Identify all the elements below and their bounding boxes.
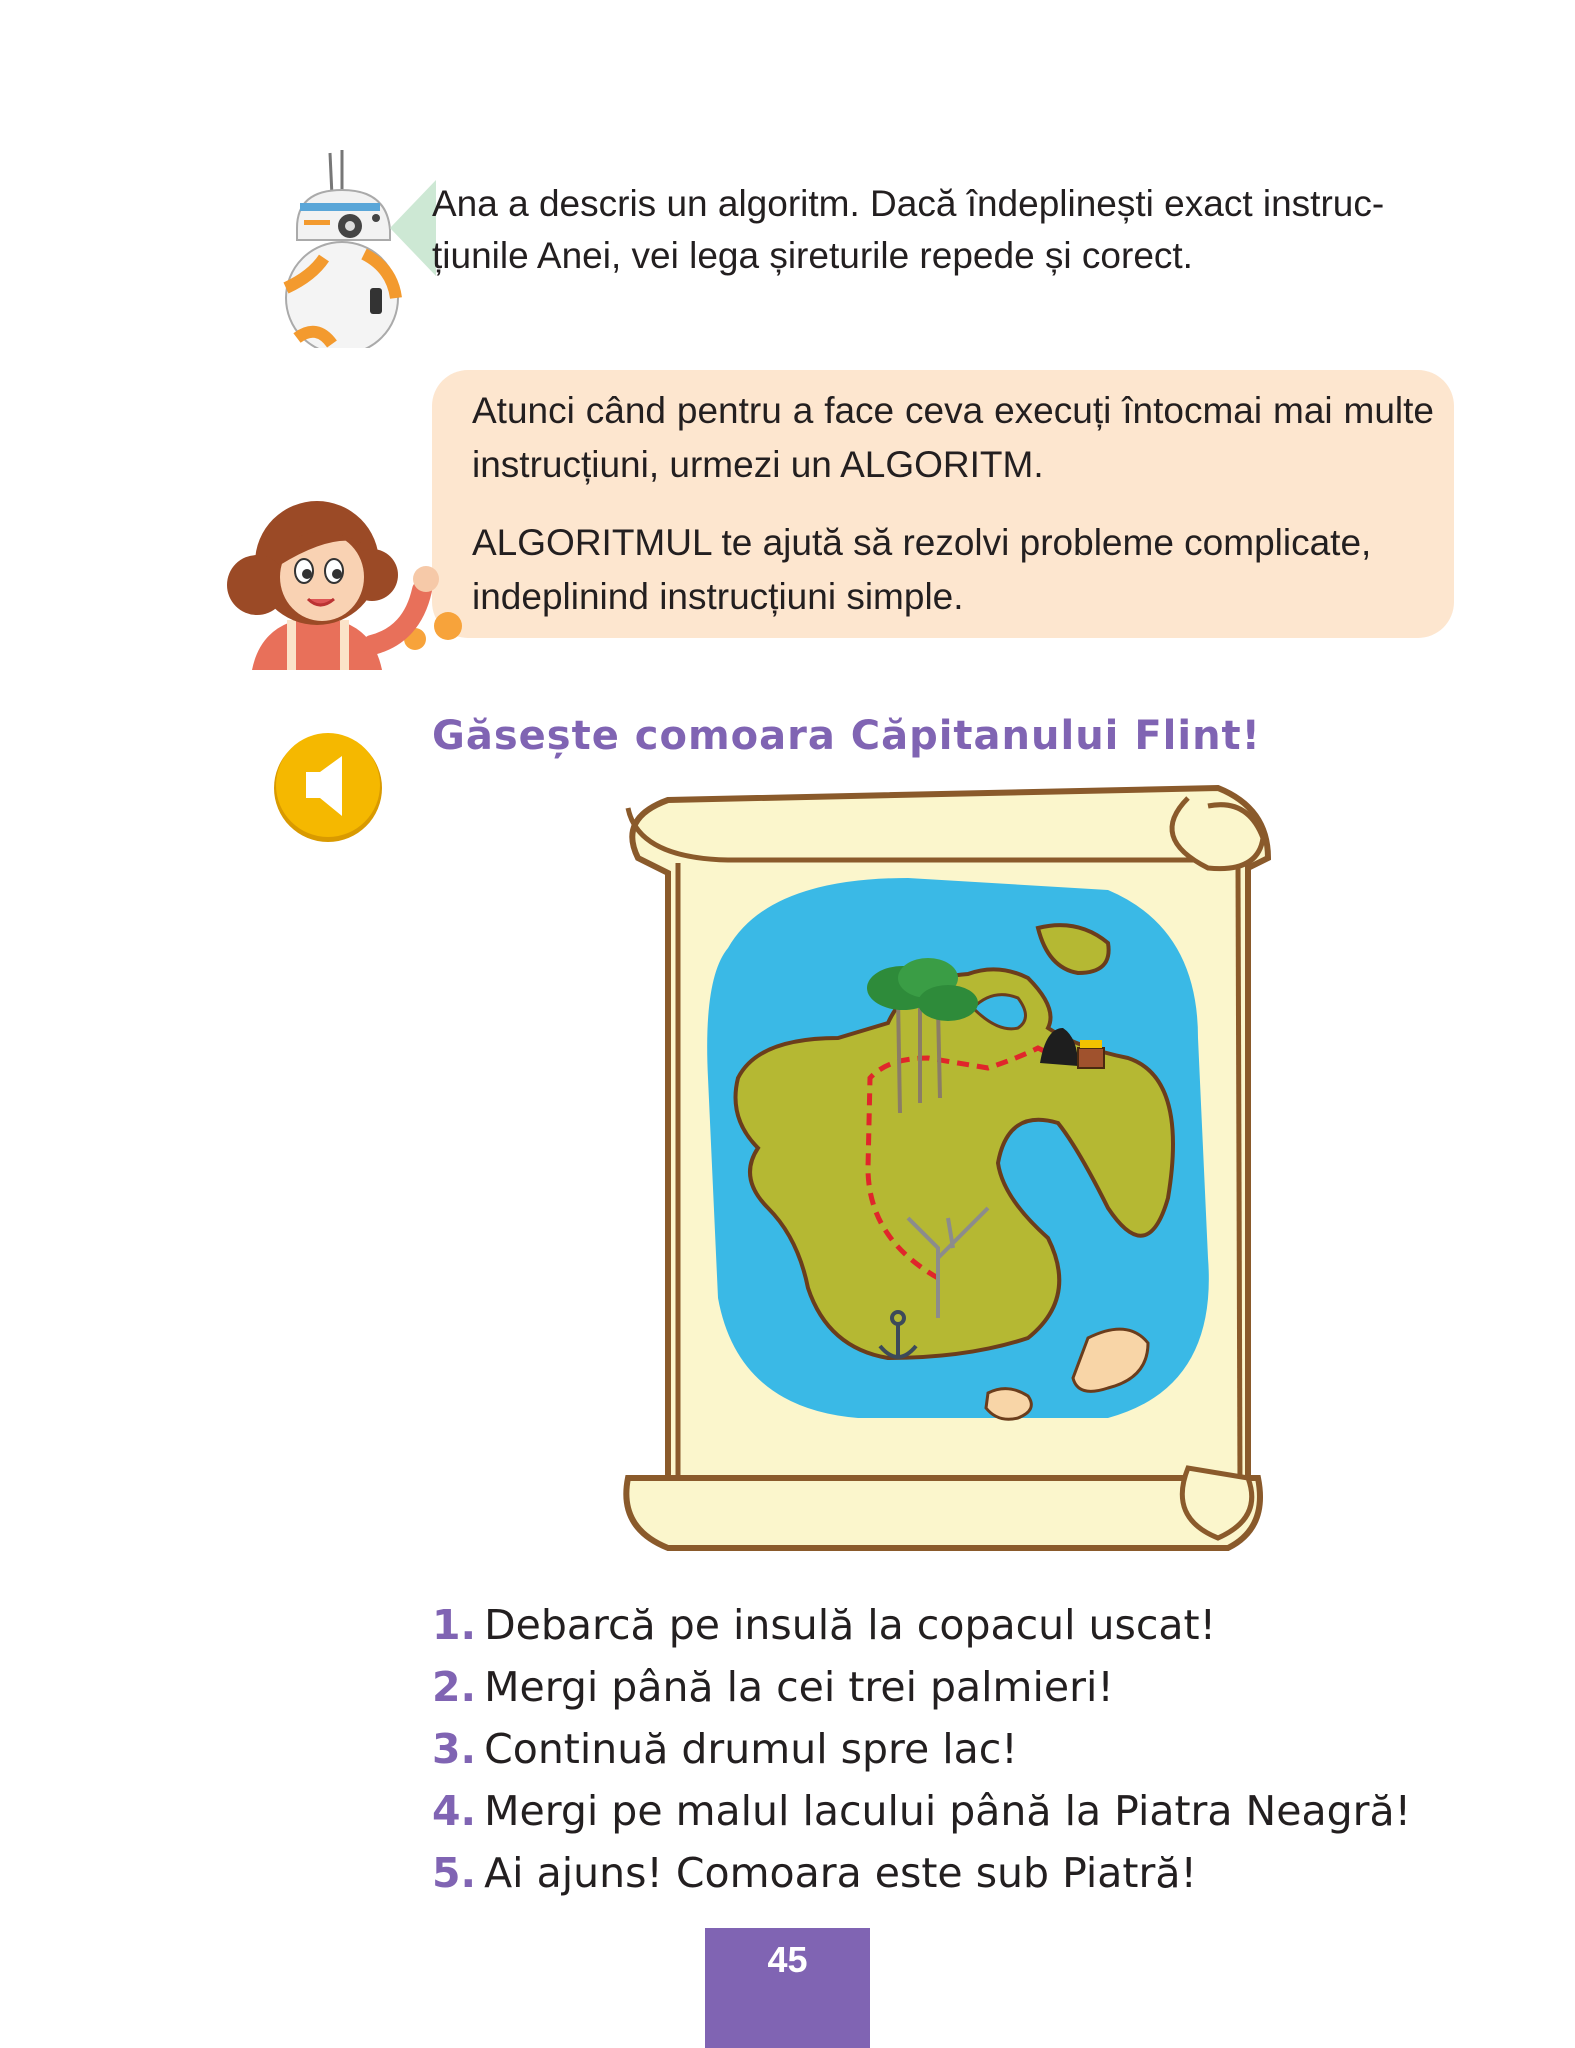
definition-paragraph-1: Atunci când pentru a face ceva execuți întocmai mai multe instrucțiuni, urmezi un ALGORITM.	[472, 390, 1434, 485]
instruction-step	[432, 1594, 1411, 1656]
task-heading: Găsește comoara Căpitanului Flint!	[432, 713, 1261, 759]
map-islet-south	[986, 1389, 1031, 1420]
instruction-steps	[432, 1594, 1411, 1904]
step-number: 3.	[432, 1725, 477, 1773]
step-text: Ai ajuns! Comoara este sub Piatră!	[484, 1849, 1197, 1897]
step-text: Continuă drumul spre lac!	[484, 1725, 1018, 1773]
intro-line-2: țiunile Anei, vei lega șireturile repede și corect.	[432, 235, 1193, 276]
speech-pointer-icon	[390, 180, 436, 276]
intro-line-1: Ana a descris un algoritm. Dacă îndeplinești exact instruc-	[432, 183, 1385, 224]
definition-paragraph-2: ALGORITMUL te ajută să rezolvi probleme complicate, indeplinind instrucțiuni simple.	[472, 522, 1372, 617]
step-text: Mergi pe malul lacului până la Piatra Neagră!	[484, 1787, 1412, 1835]
instruction-step	[432, 1842, 1411, 1904]
instruction-step	[432, 1656, 1411, 1718]
step-text: Mergi până la cei trei palmieri!	[484, 1663, 1114, 1711]
instruction-step	[432, 1718, 1411, 1780]
audio-play-button[interactable]	[270, 730, 386, 846]
treasure-chest-icon	[1078, 1040, 1104, 1068]
step-text: Debarcă pe insulă la copacul uscat!	[484, 1601, 1217, 1649]
girl-ana-waving-icon	[222, 495, 472, 670]
instruction-step	[432, 1780, 1411, 1842]
treasure-map-illustration	[608, 778, 1278, 1556]
page-number: 45	[767, 1939, 808, 1980]
step-number: 1.	[432, 1601, 477, 1649]
definition-callout	[432, 370, 1454, 638]
page-number-tab	[705, 1928, 870, 2048]
step-number: 2.	[432, 1663, 477, 1711]
step-number: 4.	[432, 1787, 477, 1835]
intro-text	[432, 178, 1462, 282]
step-number: 5.	[432, 1849, 477, 1897]
